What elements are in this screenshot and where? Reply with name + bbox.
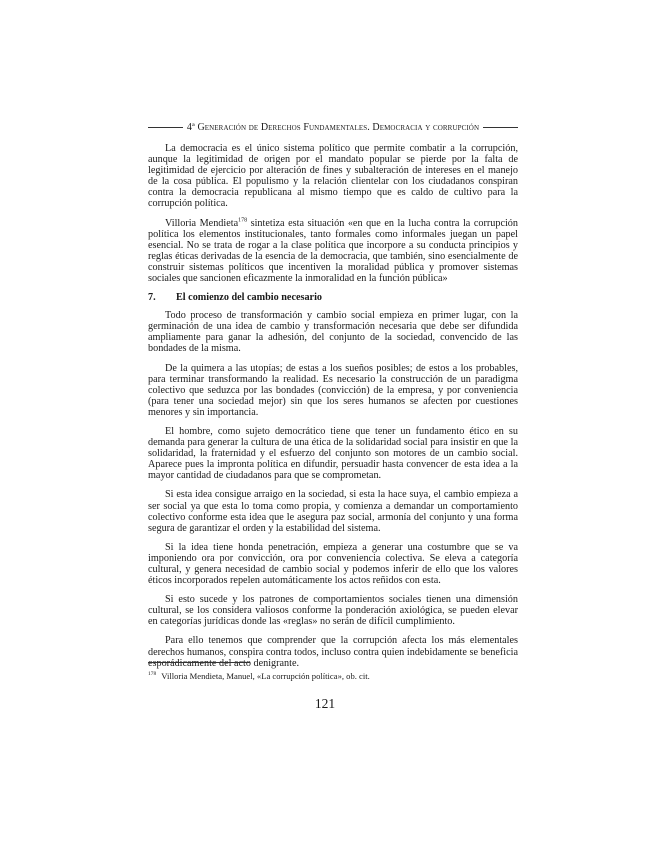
header-title: 4ª Generación de Derechos Fundamentales. Democracia y corrupción xyxy=(186,122,480,133)
section-heading xyxy=(148,292,518,303)
footnote-reference: 178 xyxy=(238,217,248,224)
footnote-text: Villoria Mendieta, Manuel, «La corrupción política», ob. cit. xyxy=(161,671,370,681)
header-rule-left xyxy=(148,127,183,128)
running-header xyxy=(148,122,518,133)
paragraph-5: El hombre, como sujeto democrático tiene que tener un fundamento ético en su demanda para generar la cultura de una ética de la solidaridad social para insistir en que la solidaridad, la fraternidad y el esfuerzo del conjunto son motores de un cambio social. Aparece pues la impronta política en difundir, persuadir hasta convencer de esta idea a la mayor cantidad de ciudadanos para que se comprometan. xyxy=(148,425,518,482)
footnote xyxy=(148,671,518,681)
paragraph-1: La democracia es el único sistema político que permite combatir a la corrupción, aunque la legitimidad de origen por el mandato popular se pierde por la falta de legitimidad de ejercicio por alteración de fines y subalteración de intereses en el manejo de la cosa pública. El populismo y la relación clientelar con los ciudadanos conspiran contra la democracia republicana al mismo tiempo que es caldo de cultivo para la corrupción política. xyxy=(148,143,518,210)
main-text xyxy=(148,143,518,677)
paragraph-6: Si esta idea consigue arraigo en la sociedad, si esta la hace suya, el cambio empieza a ser social ya que esta lo toma como propia, y comienza a demandar un comportamiento colectivo conforme esta idea que le asegura paz social, armonía del conjunto y una forma segura de garantizar el orden y la estabilidad del sistema. xyxy=(148,489,518,534)
section-title: El comienzo del cambio necesario xyxy=(176,292,322,304)
footnote-divider xyxy=(148,662,250,663)
paragraph-2 xyxy=(148,218,518,285)
paragraph-2-text: sintetiza esta situación «en que en la lucha contra la corrupción política los elementos institucionales, tanto formales como informales juegan un papel esencial. No se trata de rogar a la clase política que incorpore a su conducta principios y reglas éticas derivadas de la esencia de la democracia, que también, sino esencialmente de construir sistemas políticos que incentiven la moralidad pública y promover sistemas sociales que sancionen eficazmente la inmoralidad en la función pública» xyxy=(148,217,518,285)
page-number: 121 xyxy=(314,696,336,711)
paragraph-4: De la quimera a las utopías; de estas a los sueños posibles; de estos a los probables, para terminar transformando la realidad. Es necesario la construcción de un paradigma colectivo que seduzca por las bondades (convicción) de la empresa, y por conveniencia (para tener una sociedad mejor) sin que los seres humanos se afecten por cuestiones menores y sin importancia. xyxy=(148,362,518,418)
paragraph-3: Todo proceso de transformación y cambio social empieza en primer lugar, con la germinación de una idea de cambio y transformación necesaria que debe ser difundida ampliamente para ganar la adhesión, del conjunto de la sociedad, convencido de las bondades de la misma. xyxy=(148,310,518,355)
footnote-number: 178 xyxy=(148,671,157,678)
paragraph-7: Si la idea tiene honda penetración, empieza a generar una costumbre que se va imponiendo ora por convicción, ora por conveniencia colectiva. Se eleva a categoría cultural, y genera necesidad de cambio social y podemos inferir de ello que los valores éticos incorporados repelen automáticamente los actos reñidos con esta. xyxy=(148,541,518,587)
section-number: 7. xyxy=(148,292,156,304)
header-rule-right xyxy=(483,127,518,128)
paragraph-8: Si esto sucede y los patrones de comportamientos sociales tienen una dimensión cultural, se los considera valiosos conforme la ponderación axiológica, se pueden elevar en categorías jurídicas donde las «reglas» no serán de difícil cumplimiento. xyxy=(148,594,518,628)
paragraph-9: Para ello tenemos que comprender que la corrupción afecta los más elementales derechos humanos, conspira contra todos, incluso contra quien indebidamente se beneficia esporádicamente del acto denigrante. xyxy=(148,635,518,669)
author-name: Villoria Mendieta xyxy=(165,217,239,229)
